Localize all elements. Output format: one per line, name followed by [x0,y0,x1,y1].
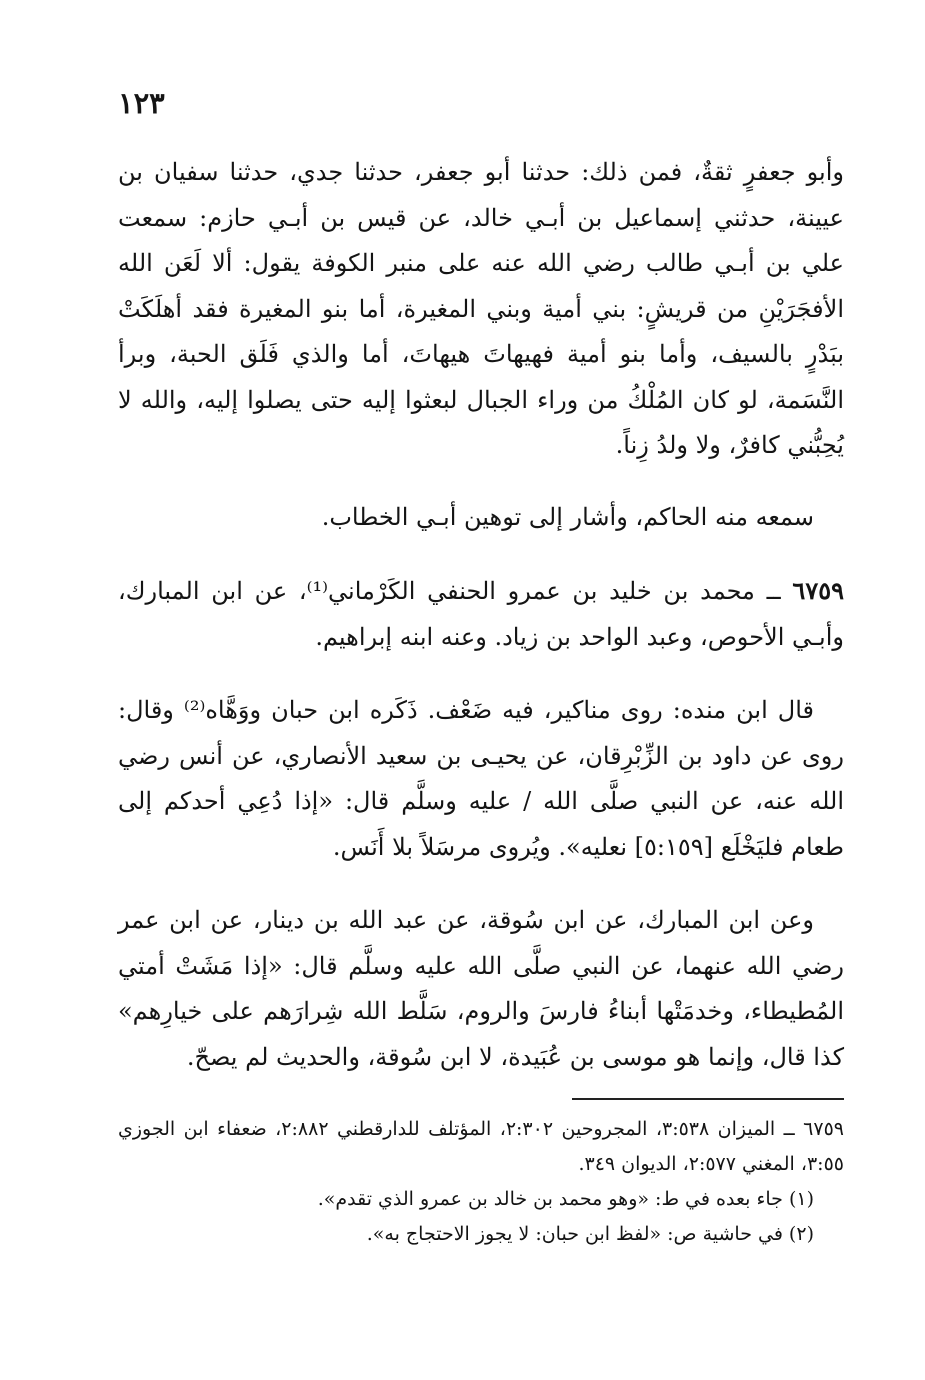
main-text [118,150,844,1080]
footnote-2: (٢) في حاشية ص: «لفظ ابن حبان: لا يجوز الاحتجاج به». [366,1223,814,1245]
entry-number: ٦٧٥٩ [792,576,844,605]
footnote-divider [572,1098,844,1100]
paragraph-narration: وأبو جعفرٍ ثقةٌ، فمن ذلك: حدثنا أبو جعفر، حدثنا جدي، حدثنا سفيان بن عيينة، حدثني إسماعيل بن أبـي خالد، عن قيس بن أبـي حازم: سمعت علي بن أبـي طالب رضي الله عنه على منبر الكوفة يقول: ألا لَعَن الله الأفجَرَيْنِ من قريشٍ: بني أمية وبني المغيرة، أما بنو المغيرة فقد أهلَكَتْ ببَدْرٍ بالسيف، وأما بنو أمية فهيهاتَ هيهاتَ، أما والذي فَلَق الحبة، وبرأ النَّسَمة، لو كان المُلْكُ من وراء الجبال لبعثوا إليه حتى يصلوا إليه، والله لا يُحِبُّني كافرٌ، ولا ولدُ زِناً. [118,158,844,459]
footnotes [118,1112,844,1252]
paragraph-ibn-mubarak: وعن ابن المبارك، عن ابن سُوقة، عن عبد الله بن دينار، عن ابن عمر رضي الله عنهما، عن النبي صلَّى الله عليه وسلَّم قال: «إذا مَشَتْ أمتي المُطيطاء، وخدمَتْها أبناءُ فارسَ والروم، سَلَّط الله شِرارَهم على خيارِهم» كذا قال، وإنما هو موسى بن عُبَيدة، لا ابن سُوقة، والحديث لم يصحّ. [118,906,844,1071]
paragraph-hakim-note: سمعه منه الحاكم، وأشار إلى توهين أبـي الخطاب. [321,502,814,531]
footnote-1: (١) جاء بعده في ط: «وهو محمد بن خالد بن عمرو الذي تقدم». [317,1188,814,1210]
footnote-sources: ٦٧٥٩ ــ الميزان ٣:٥٣٨، المجروحين ٢:٣٠٢، المؤتلف للدارقطني ٢:٨٨٢، ضعفاء ابن الجوزي ٣:٥٥، المغني ٢:٥٧٧، الديوان ٣٤٩. [118,1118,844,1175]
page-number: ١٢٣ [118,86,165,120]
paragraph-ibn-mandah: قال ابن منده: روى مناكير، فيه ضَعْف. ذَكَره ابن حبان ووَهَّاه⁽²⁾ وقال: روى عن داود بن الزِّبْرِقان، عن يحيـى بن سعيد الأنصاري، عن أنس رضي الله عنه، عن النبي صلَّى الله / عليه وسلَّم قال: «إذا دُعِي أحدكم إلى طعام فليَخْلَع [٥:١٥٩] نعليه». ويُروى مرسَلاً بلا أَنَس. [118,696,844,861]
entry-text: ــ محمد بن خليد بن عمرو الحنفي الكَرْماني⁽¹⁾، عن ابن المبارك، وأبـي الأحوص، وعبد الواحد بن زياد. وعنه ابنه إبراهيم. [118,577,844,651]
paragraph-entry-6759 [118,568,844,660]
